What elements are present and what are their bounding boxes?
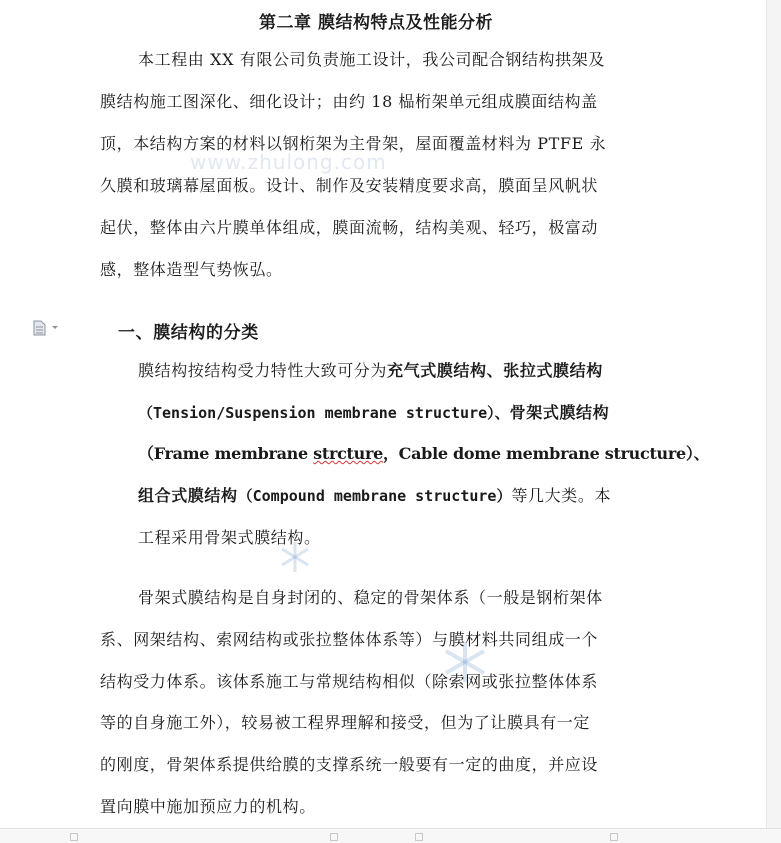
bold-text-run: 充气式膜结构、张拉式膜结构	[387, 361, 603, 380]
intro-line: 膜结构施工图深化、细化设计；由约 18 榀桁架单元组成膜面结构盖	[100, 92, 598, 111]
english-term: （Compound membrane structure）	[237, 487, 512, 505]
paragraph-line	[138, 444, 709, 464]
intro-line: 本工程由 XX 有限公司负责施工设计，我公司配合钢结构拱架及	[138, 50, 605, 69]
paragraph-line: 等的自身施工外），较易被工程界理解和接受，但为了让膜具有一定	[100, 713, 591, 732]
paragraph-line: 工程采用骨架式膜结构。	[138, 528, 321, 547]
bold-text-run: 骨架式膜结构	[509, 403, 610, 422]
paragraph-line: 的刚度，骨架体系提供给膜的支撑系统一般要有一定的曲度，并应设	[100, 755, 599, 774]
watermark: www.zhulong.com	[190, 150, 387, 174]
paragraph-line: 置向膜中施加预应力的机构。	[100, 797, 316, 816]
english-term: （Tension/Suspension membrane structure）、	[138, 404, 510, 422]
paragraph-line: 骨架式膜结构是自身封闭的、稳定的骨架体系（一般是钢桁架体	[138, 588, 603, 607]
ruler-marker-icon	[415, 833, 423, 841]
paragraph-line: 结构受力体系。该体系施工与常规结构相似（除索网或张拉整体体系	[100, 672, 599, 691]
paragraph-line	[138, 361, 603, 381]
intro-line: 起伏，整体由六片膜单体组成，膜面流畅，结构美观、轻巧，极富动	[100, 218, 599, 237]
text-run: 膜结构按结构受力特性大致可分为	[138, 361, 388, 380]
english-term: ，Cable dome membrane structure）、	[382, 444, 710, 463]
bottom-status-bar	[0, 828, 781, 843]
intro-line: 顶，本结构方案的材料以钢桁架为主骨架，屋面覆盖材料为 PTFE 永	[100, 134, 607, 153]
paragraph-line: 系、网架结构、索网结构或张拉整体体系等）与膜材料共同组成一个	[100, 630, 599, 649]
intro-line: 感，整体造型气势恢弘。	[100, 260, 283, 279]
english-term: （Frame membrane	[138, 444, 314, 463]
vertical-scrollbar[interactable]	[766, 0, 781, 829]
ruler-marker-icon	[610, 833, 618, 841]
intro-line: 久膜和玻璃幕屋面板。设计、制作及安装精度要求高，膜面呈风帆状	[100, 176, 599, 195]
document-icon[interactable]	[33, 320, 59, 336]
page-title: 第二章 膜结构特点及性能分析	[259, 13, 493, 33]
paragraph-line	[138, 403, 609, 423]
ruler-marker-icon	[70, 833, 78, 841]
paragraph-line	[138, 486, 611, 506]
ruler-marker-icon	[330, 833, 338, 841]
section-heading: 一、膜结构的分类	[118, 323, 259, 343]
bold-text-run: 组合式膜结构	[138, 486, 238, 505]
spelling-error-word[interactable]: strcture	[313, 444, 383, 463]
text-run: 等几大类。本	[511, 486, 612, 505]
